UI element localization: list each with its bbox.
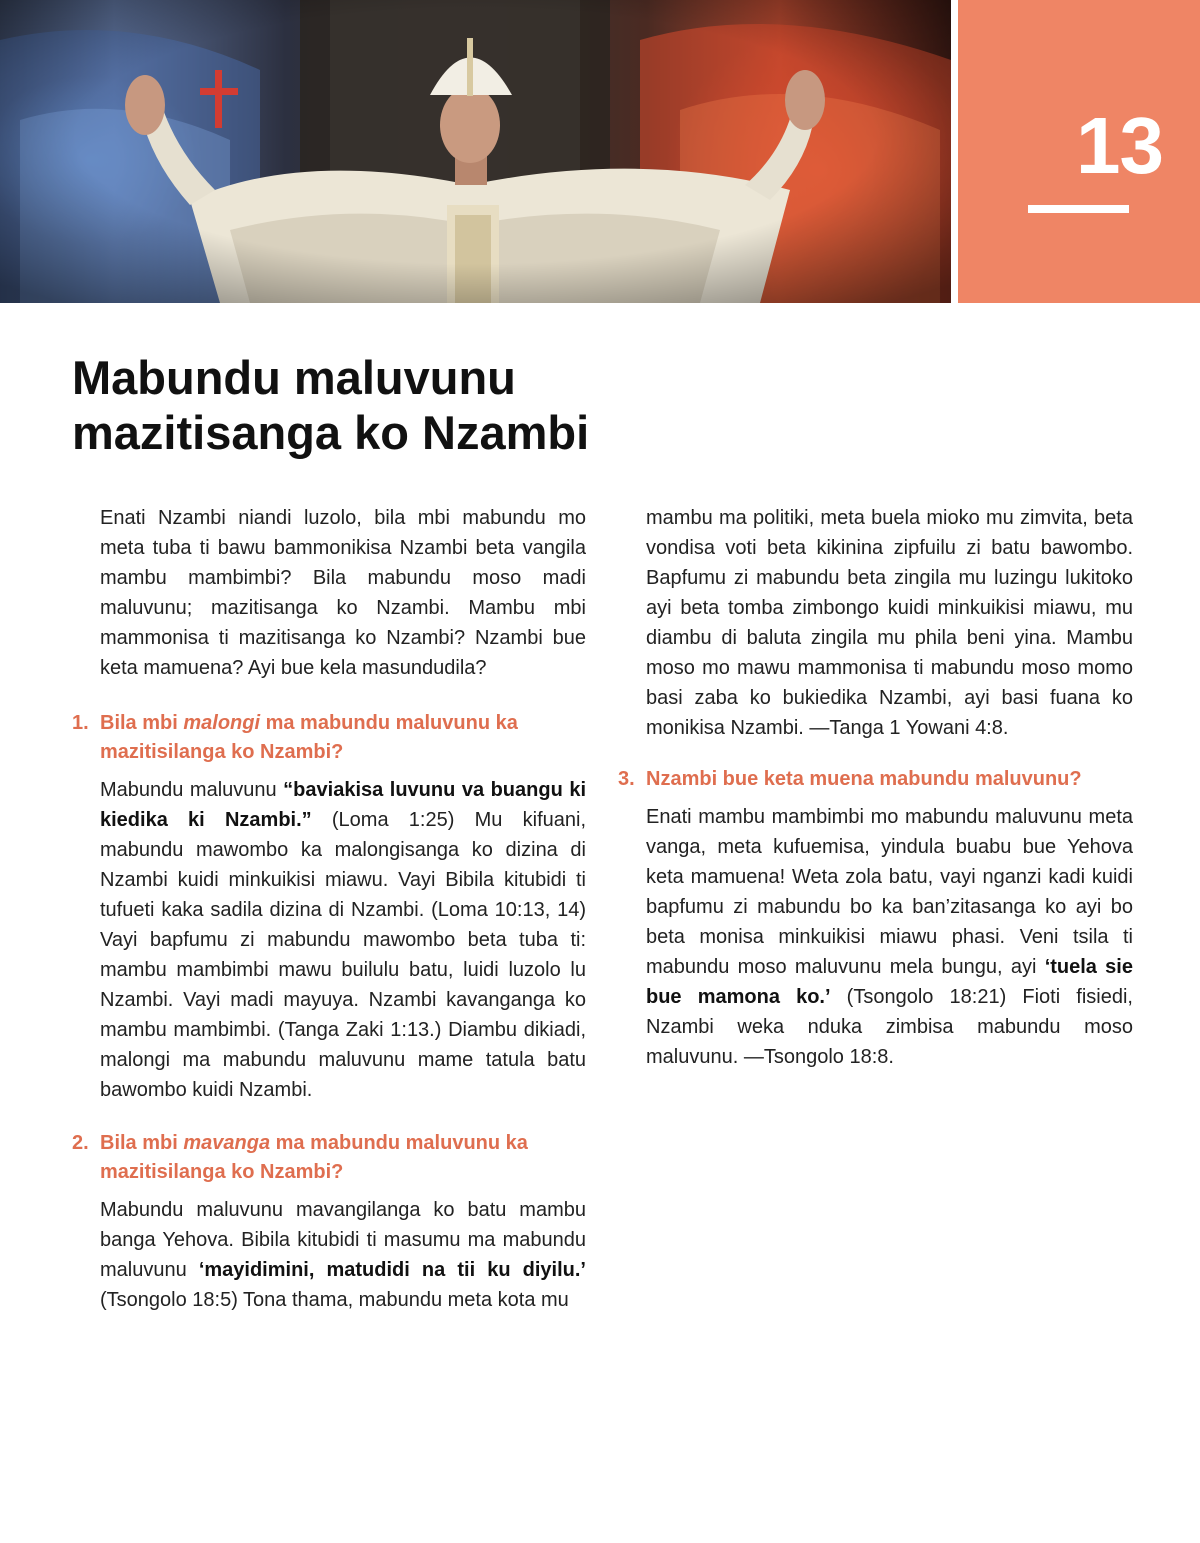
right-column-top — [646, 503, 1133, 743]
question-1-heading — [72, 709, 586, 767]
answer-2-quote: ‘mayidimini, matudidi na tii ku diyilu.’ — [198, 1259, 586, 1281]
question-3-text: Nzambi bue keta muena mabundu maluvunu? — [646, 768, 1082, 790]
question-1-emphasis: malongi — [183, 712, 261, 734]
left-column — [72, 503, 587, 1315]
answer-1-text-a: Mabundu maluvunu — [100, 779, 284, 801]
page-title — [72, 350, 772, 460]
answer-2-text: mambu ma politiki, meta buela mioko mu zimvita, beta vondisa voti beta kikinina zipfuilu zi batu bawombo. Bapfumu zi mabundu beta zingila mu luzingu lukitoko ayi beta tomba zimbongo kuidi minkuikisi miawu, mu diambu di baluta zingila mu phila beni yina. Mambu moso mo mawu mammonisa ti mabundu moso momo basi zaba ko bukiedika Nzambi, ayi basi fuana ko monikisa Nzambi. —Tanga 1 Yowani 4:8. — [646, 507, 1133, 739]
answer-1-text-b: (Loma 1:25) Mu kifuani, mabundu mawombo ka malongisanga ko dizina di Nzambi kuidi minkuikisi miawu. Vayi Bibila kitubidi ti tufueti kaka sadila dizina di Nzambi. (Loma 10:13, 14) Vayi bapfumu zi mabundu mawombo beta tuba ti: mambu mambimbi mawu builulu batu, luidi luzolo lu Nzambi. Vayi madi mayuya. Nzambi kavanganga ko mambu mambimbi. (Tanga Zaki 1:13.) Diambu dikiadi, malongi ma mabundu maluvunu mame tatula batu bawombo kuidi Nzambi. — [100, 809, 587, 1101]
answer-3-text-a: Enati mambu mambimbi mo mabundu maluvunu meta vanga, meta kufuemisa, yindula buabu bue Yehova keta mamuena! Weta zola batu, vayi nganzi kadi kuidi bapfumu zi mabundu bo ka ban’zitasanga ko ayi bo beta monisa minkuikisi miawu phasi. Veni tsila ti mabundu moso maluvunu mela bungu, ayi — [646, 806, 1133, 978]
priest-illustration — [0, 0, 951, 303]
question-3-heading — [618, 765, 1133, 794]
chapter-badge — [958, 0, 1200, 303]
answer-1-quote: “baviakisa luvunu va buangu ki kiedika ki Nzambi.” — [100, 779, 587, 831]
question-2-number: 2. — [72, 1132, 89, 1154]
chapter-number: 13 — [1076, 101, 1163, 190]
question-2-emphasis: mavanga — [183, 1132, 271, 1154]
question-1-text-a: Bila mbi — [100, 712, 184, 734]
answer-2-continuation — [646, 503, 1133, 743]
intro-paragraph: Enati Nzambi niandi luzolo, bila mbi mabundu mo meta tuba ti bawu bammonikisa Nzambi beta vangila mambu mambimbi? Bila mabundu moso madi maluvunu; mazitisanga ko Nzambi. Mambu mbi mammonisa ti mazitisanga ko Nzambi? Nzambi bue keta mamuena? Ayi bue kela masundudila? — [100, 507, 586, 679]
answer-3-paragraph — [646, 802, 1133, 1072]
question-1-text-b: ma mabundu maluvunu ka mazitisilanga ko Nzambi? — [100, 712, 518, 763]
question-2-text-a: Bila mbi — [100, 1132, 184, 1154]
answer-2-text: (Tsongolo 18:5) Tona thama, mabundu meta kota mu — [100, 1289, 569, 1311]
answer-3-quote: ‘tuela sie bue mamona ko.’ — [646, 956, 1133, 1008]
question-2-text-b: ma mabundu maluvunu ka mazitisilanga ko Nzambi? — [100, 1132, 528, 1183]
answer-1-paragraph — [100, 775, 586, 1105]
right-column — [618, 765, 1133, 1072]
question-1-number: 1. — [72, 712, 89, 734]
question-2-heading — [72, 1129, 586, 1187]
title-line-2: mazitisanga ko Nzambi — [72, 406, 590, 459]
answer-2-text: Mabundu maluvunu mavangilanga ko batu mambu banga Yehova. Bibila kitubidi ti masumu ma mabundu maluvunu — [100, 1199, 586, 1281]
header-photo — [0, 0, 951, 303]
chapter-underline — [1028, 205, 1129, 213]
question-3-number: 3. — [618, 768, 635, 790]
answer-2-paragraph — [100, 1195, 586, 1315]
title-line-1: Mabundu maluvunu — [72, 351, 516, 404]
answer-3-text-b: (Tsongolo 18:21) Fioti fisiedi, Nzambi weka nduka zimbisa mabundu moso maluvunu. —Tsongolo 18:8. — [646, 986, 1133, 1068]
